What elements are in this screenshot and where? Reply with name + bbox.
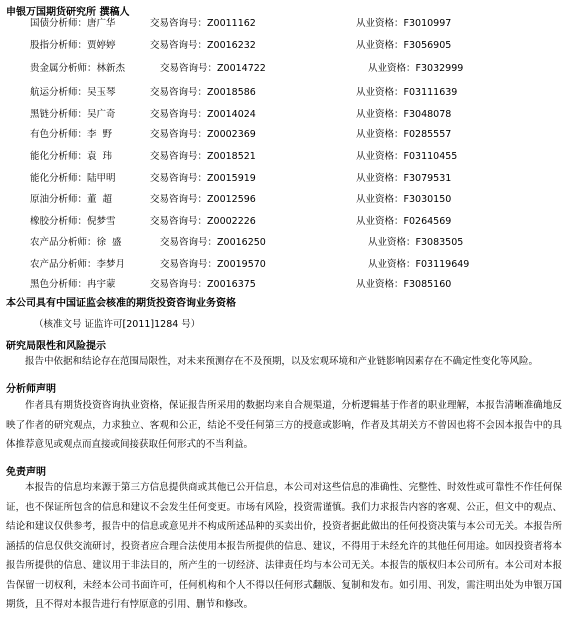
analyst-role: 橡胶分析师：	[30, 216, 88, 227]
analyst-name: 吴广奇	[87, 109, 116, 120]
practice-label: 从业资格：	[356, 87, 404, 98]
consult-number: Z0014024	[207, 109, 256, 120]
practice-label: 从业资格：	[356, 279, 404, 290]
analyst-role: 航运分析师：	[30, 87, 88, 98]
analyst-name: 李梦月	[96, 259, 126, 270]
practice-number: F3030150	[403, 194, 452, 205]
analyst-name: 吴玉琴	[87, 87, 116, 98]
analyst-name: 贾婷婷	[87, 40, 116, 51]
consult-label: 交易咨询号：	[160, 237, 218, 248]
practice-number: F3056905	[403, 40, 452, 51]
analyst-name: 袁 玮	[87, 151, 113, 162]
consult-number: Z0002369	[207, 129, 256, 140]
consult-number: Z0016250	[217, 237, 266, 248]
practice-label: 从业资格：	[368, 237, 416, 248]
practice-number: F03111639	[403, 87, 458, 98]
analyst-statement-heading: 分析师声明	[6, 384, 56, 395]
consult-number: Z0018521	[207, 151, 256, 162]
license-approval: （核准文号 证监许可[2011]1284 号）	[34, 319, 201, 330]
analyst-role: 原油分析师：	[30, 194, 88, 205]
practice-label: 从业资格：	[356, 109, 404, 120]
consult-label: 交易咨询号：	[150, 216, 208, 227]
analyst-name: 倪梦雪	[87, 216, 116, 227]
practice-number: F3083505	[415, 237, 464, 248]
analyst-name: 李 野	[87, 129, 113, 140]
analyst-role: 农产品分析师：	[30, 259, 97, 270]
consult-label: 交易咨询号：	[150, 194, 208, 205]
practice-number: F3048078	[403, 109, 452, 120]
consult-number: Z0016375	[207, 279, 256, 290]
analyst-statement-text: 作者具有期货投资咨询执业资格，保证报告所采用的数据均来自合规渠道，分析逻辑基于作者的职业理解，本报告清晰准确地反映了作者的研究观点，力求独立、客观和公正，结论不受任何第三方的授意或影响，作者及其胡关方不曾因也将不会因本报告中的具体推荐意见或观点而直接或间接获取任何形式的不当利益。	[6, 400, 562, 450]
consult-number: Z0018586	[207, 87, 256, 98]
analyst-name: 董 超	[87, 194, 113, 205]
practice-number: F3010997	[403, 18, 452, 29]
consult-number: Z0016232	[207, 40, 256, 51]
analyst-role: 黑链分析师：	[30, 109, 88, 120]
practice-number: F3079531	[403, 173, 452, 184]
analyst-name: 唐广华	[87, 18, 116, 29]
practice-number: F3032999	[415, 63, 464, 74]
consult-label: 交易咨询号：	[150, 18, 208, 29]
consult-label: 交易咨询号：	[150, 109, 208, 120]
analyst-role: 黑色分析师：	[30, 279, 88, 290]
consult-label: 交易咨询号：	[150, 279, 208, 290]
authors-heading: 申银万国期货研究所 撰稿人	[6, 7, 130, 18]
consult-label: 交易咨询号：	[150, 129, 208, 140]
analyst-role: 能化分析师：	[30, 151, 88, 162]
analyst-name: 陆甲明	[87, 173, 116, 184]
practice-number: F0264569	[403, 216, 452, 227]
consult-label: 交易咨询号：	[150, 87, 208, 98]
analyst-role: 有色分析师：	[30, 129, 88, 140]
practice-label: 从业资格：	[356, 173, 404, 184]
analyst-role: 股指分析师：	[30, 40, 88, 51]
license-heading: 本公司具有中国证监会核准的期货投资咨询业务资格	[6, 298, 236, 309]
practice-label: 从业资格：	[356, 40, 404, 51]
practice-label: 从业资格：	[356, 129, 404, 140]
analyst-name: 徐 盛	[96, 237, 122, 248]
analyst-role: 农产品分析师：	[30, 237, 97, 248]
practice-number: F03110455	[403, 151, 458, 162]
practice-label: 从业资格：	[368, 259, 416, 270]
consult-label: 交易咨询号：	[160, 259, 218, 270]
limits-text: 报告中依据和结论存在范围局限性，对未来预测存在不及预期，以及宏观环境和产业链影响因素存在不确定性变化等风险。	[25, 356, 539, 367]
analyst-role: 贵金属分析师：	[30, 63, 97, 74]
consult-number: Z0014722	[217, 63, 266, 74]
disclaimer-heading: 免责声明	[6, 467, 46, 478]
practice-label: 从业资格：	[368, 63, 416, 74]
consult-number: Z0011162	[207, 18, 256, 29]
practice-label: 从业资格：	[356, 151, 404, 162]
disclaimer-text: 本报告的信息均来源于第三方信息提供商或其他已公开信息，本公司对这些信息的准确性、完整性、时效性或可靠性不作任何保证，也不保证所包含的信息和建议不会发生任何变更。市场有风险，投资需谨慎。我们力求报告内容的客观、公正，但文中的观点、结论和建议仅供参考，报告中的信息或意见并不构成所述品种的买卖出价，投资者据此做出的任何投资决策与本公司无关。本报告所涵括的信息仅供交流研讨，投资者应合理合法使用本报告所提供的信息、建议，不得用于未经允许的其他任何用途。如因投资者将本报告所提供的信息、建议用于非法目的，所产生的一切经济、法律责任均与本公司无关。本报告的版权归本公司所有。本公司对本报告保留一切权利，未经本公司书面许可，任何机构和个人不得以任何形式翻版、复制和发布。如引用、刊发，需注明出处为申银万国期货，且不得对本报告进行有悖原意的引用、删节和修改。	[6, 482, 562, 610]
limits-heading: 研究局限性和风险提示	[6, 341, 106, 352]
practice-label: 从业资格：	[356, 18, 404, 29]
consult-number: Z0012596	[207, 194, 256, 205]
practice-number: F03119649	[415, 259, 470, 270]
analyst-role: 国债分析师：	[30, 18, 88, 29]
consult-number: Z0002226	[207, 216, 256, 227]
consult-number: Z0019570	[217, 259, 266, 270]
practice-number: F0285557	[403, 129, 452, 140]
consult-label: 交易咨询号：	[150, 173, 208, 184]
analyst-name: 冉宇蒙	[87, 279, 116, 290]
consult-label: 交易咨询号：	[150, 40, 208, 51]
consult-number: Z0015919	[207, 173, 256, 184]
practice-label: 从业资格：	[356, 216, 404, 227]
analyst-role: 能化分析师：	[30, 173, 88, 184]
consult-label: 交易咨询号：	[150, 151, 208, 162]
consult-label: 交易咨询号：	[160, 63, 218, 74]
practice-number: F3085160	[403, 279, 452, 290]
practice-label: 从业资格：	[356, 194, 404, 205]
analyst-name: 林新杰	[96, 63, 126, 74]
analyst-list	[0, 0, 573, 290]
